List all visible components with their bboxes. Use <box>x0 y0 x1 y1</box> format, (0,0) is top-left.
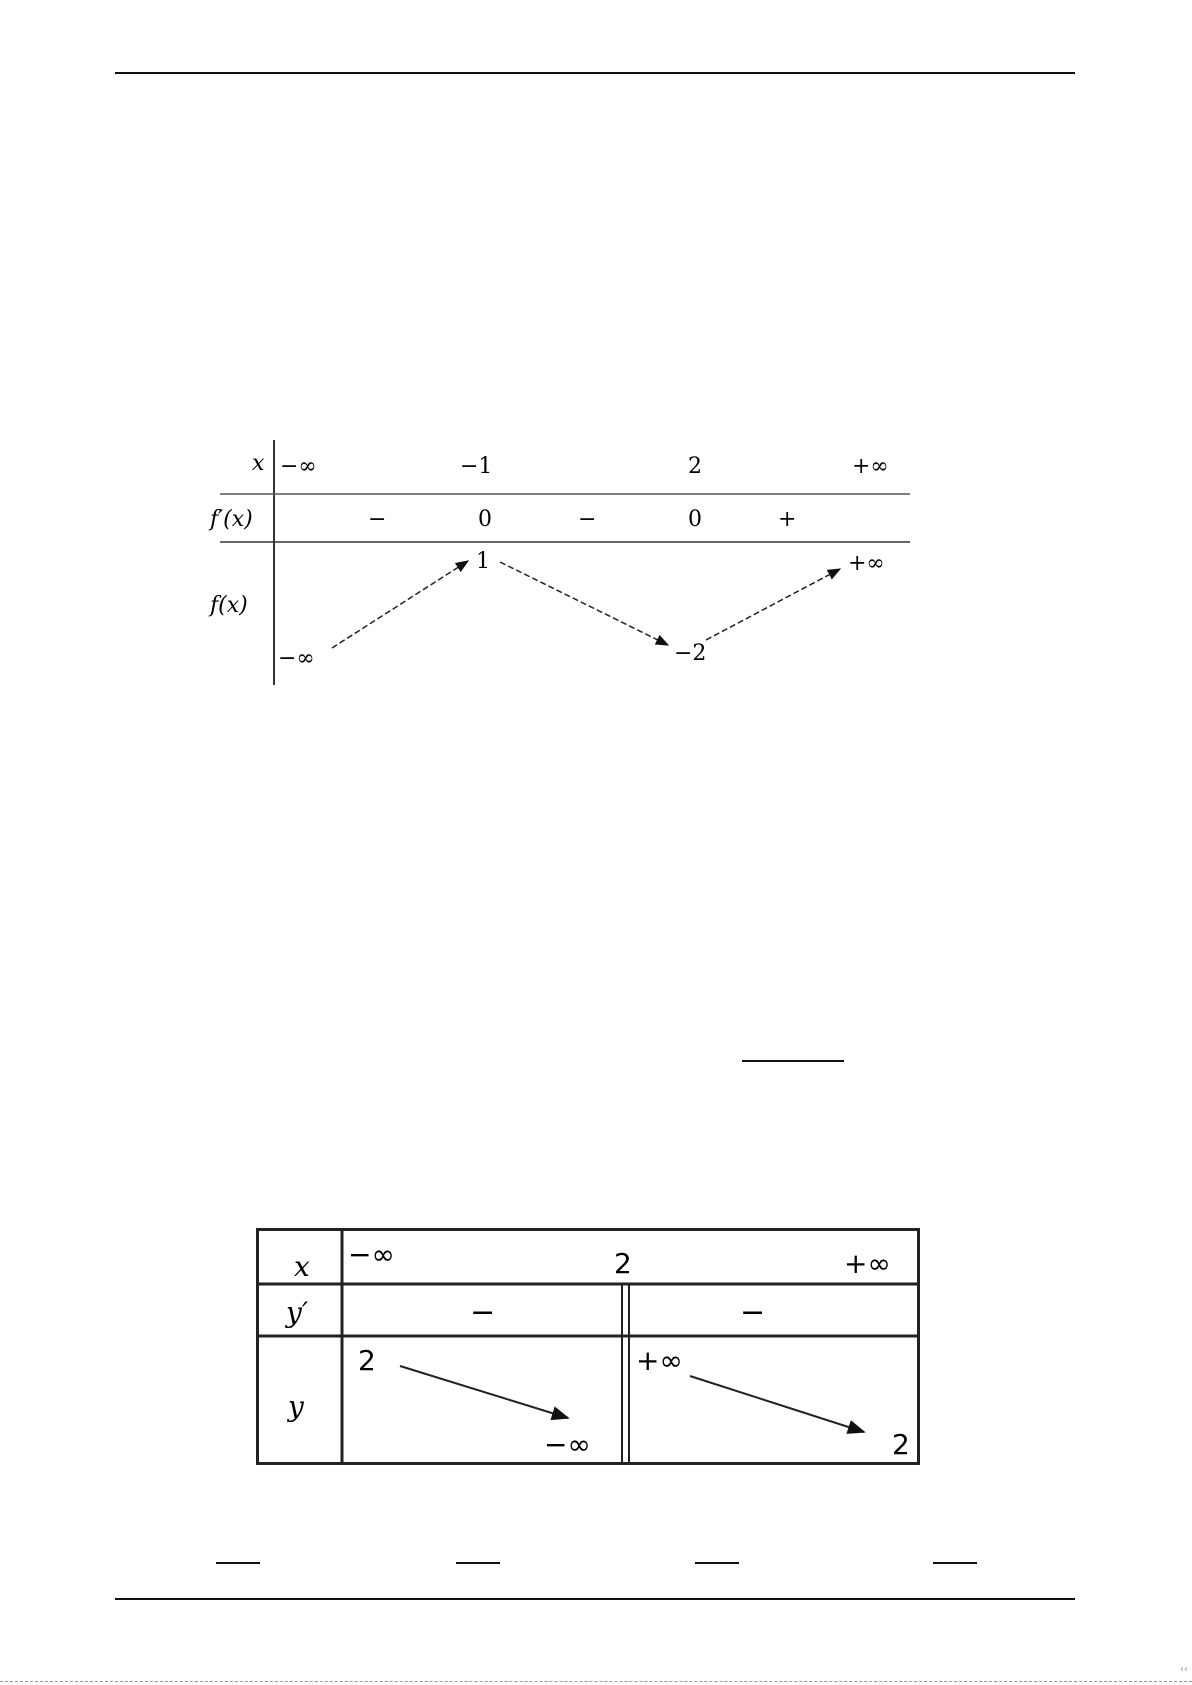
table1-fp-zero-1: 0 <box>478 507 492 532</box>
table2-x-pos-inf: +∞ <box>844 1247 891 1280</box>
table1-arrow-decrease <box>500 562 668 645</box>
table2-yp-sign-right: − <box>740 1295 766 1330</box>
table2-y-right-bottom: 2 <box>892 1428 910 1461</box>
table2-y-right-top: +∞ <box>636 1344 683 1377</box>
table2-x-two: 2 <box>614 1247 632 1280</box>
table2-arrow-left <box>400 1366 568 1418</box>
table2-yp-label: y′ <box>286 1296 309 1329</box>
table1-fp-sign-3: + <box>778 507 797 532</box>
table2-y-label: y <box>288 1390 304 1423</box>
table1-arrow-increase-2 <box>706 569 840 640</box>
answer-blank-a <box>216 1562 260 1564</box>
table1-f-label: f(x) <box>210 593 248 618</box>
table2-x-label: x <box>294 1250 310 1283</box>
answer-blank-d <box>933 1562 977 1564</box>
table2-arrow-right <box>690 1376 864 1432</box>
table1-f-max: 1 <box>476 549 490 574</box>
table1-x-minus-one: −1 <box>460 454 493 479</box>
table1-f-end: +∞ <box>848 551 885 576</box>
table1-fp-label: f′(x) <box>210 507 253 532</box>
table1-x-two: 2 <box>688 454 702 479</box>
answer-blank-b <box>456 1562 500 1564</box>
table1-x-label: x <box>252 451 265 476</box>
header-rule <box>115 72 1075 74</box>
blank-line <box>742 1060 844 1062</box>
footer-rule <box>115 1598 1075 1600</box>
table1-x-neg-inf: −∞ <box>280 454 317 479</box>
table2-x-neg-inf: −∞ <box>348 1238 395 1271</box>
table2-yp-sign-left: − <box>470 1295 496 1330</box>
table1-f-min: −2 <box>674 641 707 666</box>
table1-fp-sign-2: − <box>578 507 597 532</box>
table2-y-left-bottom: −∞ <box>544 1428 591 1461</box>
corner-mark: ‹‹ <box>1180 1664 1188 1675</box>
table2-y-left-top: 2 <box>358 1344 376 1377</box>
variation-table-1 <box>200 440 910 685</box>
table1-arrow-increase-1 <box>332 561 468 648</box>
answer-blank-c <box>695 1562 739 1564</box>
table1-fp-zero-2: 0 <box>688 507 702 532</box>
table1-f-start: −∞ <box>278 646 315 671</box>
table1-fp-sign-1: − <box>368 507 387 532</box>
table1-x-pos-inf: +∞ <box>852 454 889 479</box>
variation-table-2 <box>256 1228 926 1468</box>
page-cut-line <box>0 1681 1192 1682</box>
